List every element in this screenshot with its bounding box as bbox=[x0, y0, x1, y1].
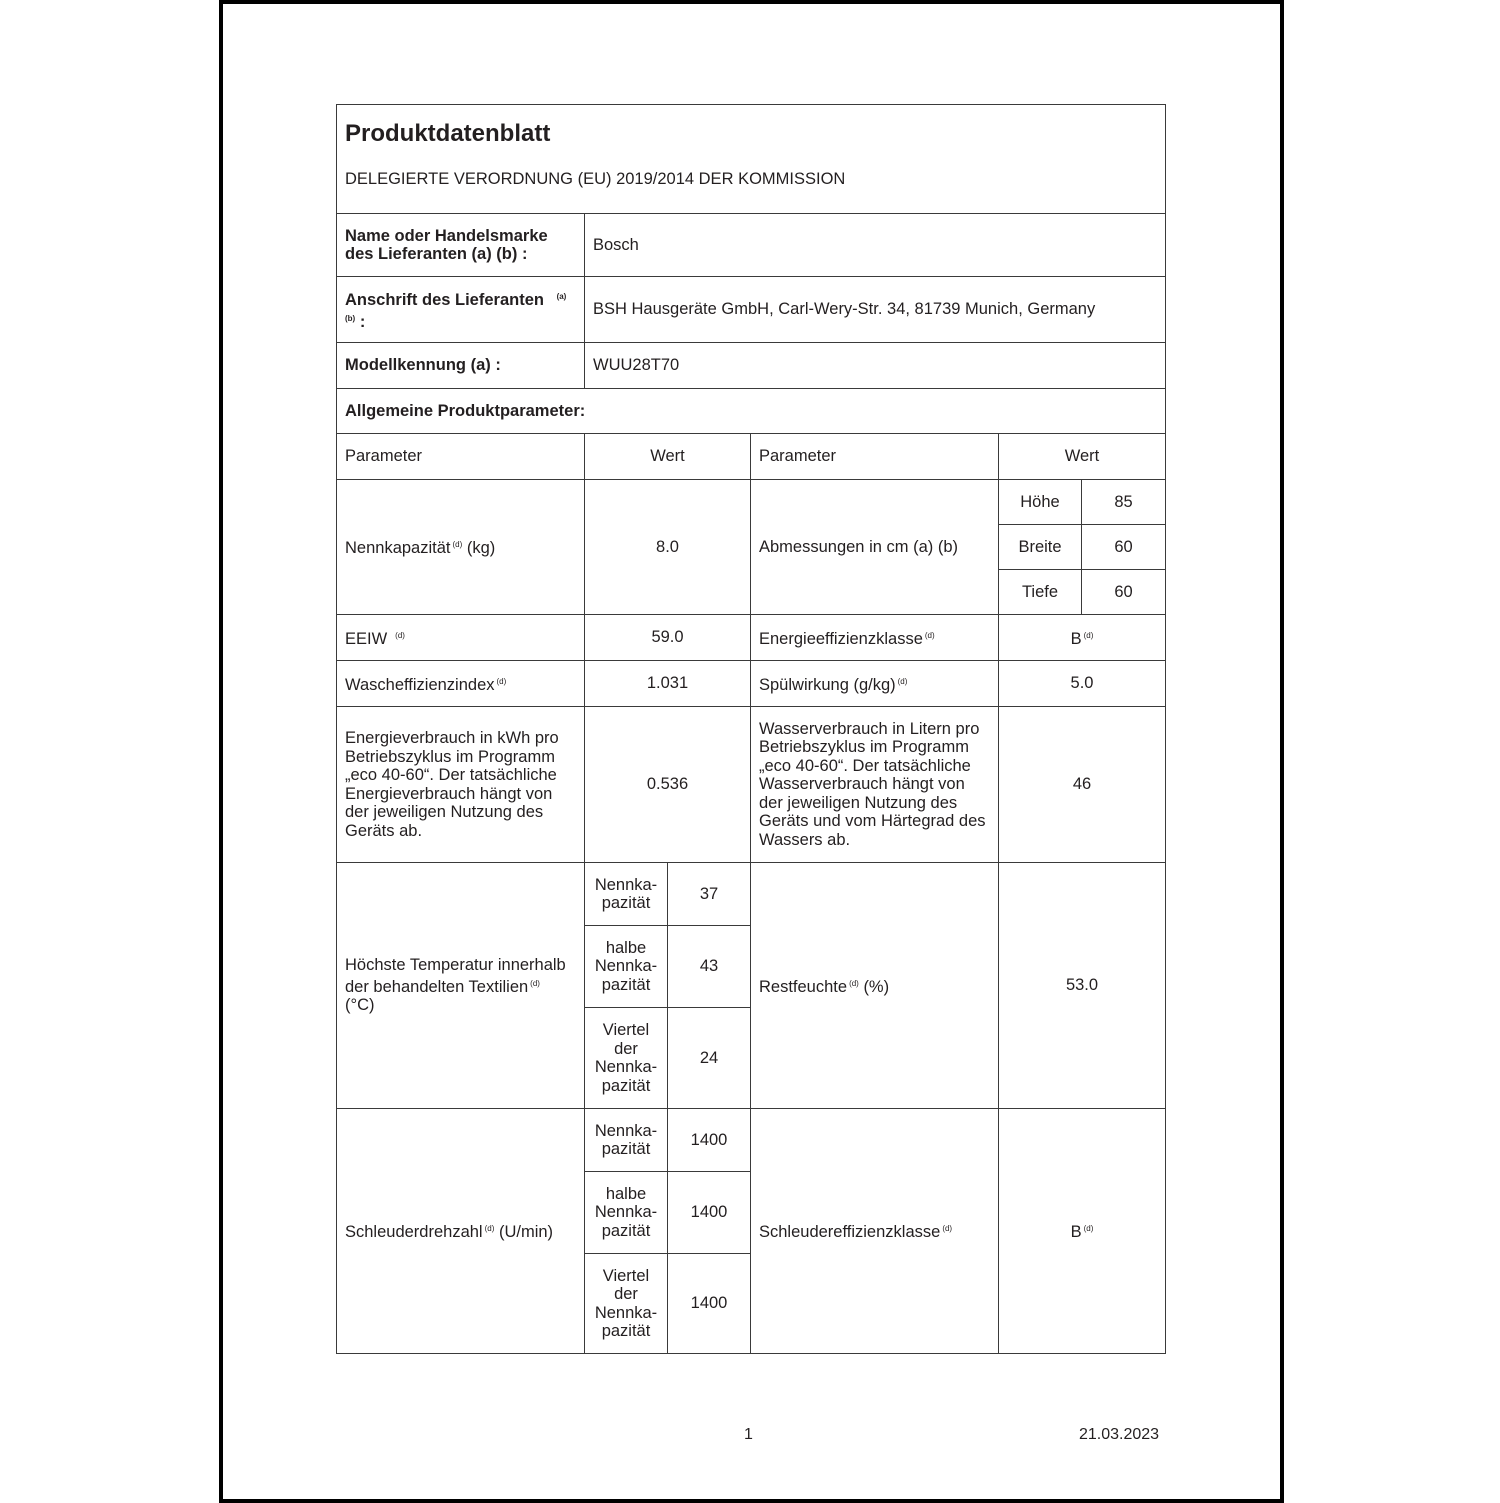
max-temp-label-text: Höchste Temperatur innerhalb der behandelten Textilien bbox=[345, 956, 566, 996]
dimension-width-value: 60 bbox=[1082, 525, 1166, 570]
footnote-d: (d) bbox=[924, 630, 935, 640]
header-parameter-right: Parameter bbox=[751, 434, 999, 480]
spin-class-value-text: B bbox=[1070, 1223, 1082, 1242]
max-temp-full-label: Nennka-pazität bbox=[585, 863, 668, 926]
dimensions-label: Abmessungen in cm (a) (b) bbox=[751, 480, 999, 615]
spin-speed-full-value: 1400 bbox=[668, 1109, 751, 1172]
spin-speed-label-text: Schleuderdrehzahl bbox=[345, 1223, 483, 1242]
footnote-d: (d) bbox=[395, 630, 405, 640]
document-title: Produktdatenblatt bbox=[345, 120, 551, 147]
energy-class-value bbox=[999, 615, 1166, 661]
footnote-d: (d) bbox=[496, 676, 507, 686]
supplier-name-label bbox=[337, 214, 585, 277]
supplier-address-value: BSH Hausgeräte GmbH, Carl-Wery-Str. 34, 81739 Munich, Germany bbox=[585, 277, 1166, 343]
model-label: Modellkennung (a) : bbox=[337, 343, 585, 389]
max-temp-half-value: 43 bbox=[668, 926, 751, 1008]
supplier-name-label-text: Name oder Handelsmarke des Lieferanten (a) (b) : bbox=[345, 226, 548, 263]
residual-moisture-value: 53.0 bbox=[999, 863, 1166, 1109]
header-value-left: Wert bbox=[585, 434, 751, 480]
spin-speed-half-value: 1400 bbox=[668, 1172, 751, 1254]
max-temp-half-label: halbe Nennka-pazität bbox=[585, 926, 668, 1008]
energy-consumption-label: Energieverbrauch in kWh pro Betriebszyklus im Programm „eco 40-60“. Der tatsächliche Energieverbrauch hängt von der jeweiligen Nutzung des Geräts ab. bbox=[337, 707, 585, 863]
wash-index-label-text: Wascheffizienzindex bbox=[345, 675, 495, 694]
eeiw-label-text: EEIW bbox=[345, 629, 388, 648]
document-date: 21.03.2023 bbox=[1079, 1426, 1160, 1443]
rinse-value: 5.0 bbox=[999, 661, 1166, 707]
spin-speed-label bbox=[337, 1109, 585, 1354]
capacity-value: 8.0 bbox=[585, 480, 751, 615]
header-parameter-left: Parameter bbox=[337, 434, 585, 480]
spin-speed-half-label: halbe Nennka-pazität bbox=[585, 1172, 668, 1254]
capacity-label bbox=[337, 480, 585, 615]
max-temp-label bbox=[337, 863, 585, 1109]
capacity-unit: (kg) bbox=[466, 539, 496, 558]
spin-speed-quarter-value: 1400 bbox=[668, 1254, 751, 1354]
dimension-depth-value: 60 bbox=[1082, 570, 1166, 615]
residual-moisture-unit: (%) bbox=[863, 977, 890, 996]
eeiw-value: 59.0 bbox=[585, 615, 751, 661]
energy-class-label-text: Energieeffizienzklasse bbox=[759, 629, 923, 648]
footnote-d: (d) bbox=[1083, 1224, 1094, 1234]
data-sheet-table bbox=[336, 104, 1166, 1354]
max-temp-full-value: 37 bbox=[668, 863, 751, 926]
general-parameters-heading: Allgemeine Produktparameter: bbox=[337, 389, 1166, 434]
header-value-right: Wert bbox=[999, 434, 1166, 480]
supplier-name-value: Bosch bbox=[585, 214, 1166, 277]
footnote-d: (d) bbox=[849, 978, 859, 988]
residual-moisture-label-text: Restfeuchte bbox=[759, 977, 848, 996]
dimension-depth-label: Tiefe bbox=[999, 570, 1082, 615]
footnote-d: (d) bbox=[1083, 630, 1094, 640]
page-number: 1 bbox=[744, 1426, 753, 1443]
document-subtitle: DELEGIERTE VERORDNUNG (EU) 2019/2014 DER KOMMISSION bbox=[345, 170, 846, 188]
supplier-address-colon: : bbox=[359, 312, 366, 331]
supplier-address-label bbox=[337, 277, 585, 343]
spin-class-value bbox=[999, 1109, 1166, 1354]
spin-class-label bbox=[751, 1109, 999, 1354]
dimension-width-label: Breite bbox=[999, 525, 1082, 570]
footnote-b: (b) bbox=[345, 313, 356, 323]
energy-consumption-value: 0.536 bbox=[585, 707, 751, 863]
rinse-label bbox=[751, 661, 999, 707]
footnote-d: (d) bbox=[942, 1224, 953, 1234]
water-consumption-value: 46 bbox=[999, 707, 1166, 863]
energy-class-label bbox=[751, 615, 999, 661]
spin-speed-quarter-label: Viertel der Nennka-pazität bbox=[585, 1254, 668, 1354]
capacity-label-text: Nennkapazität bbox=[345, 539, 451, 558]
model-value: WUU28T70 bbox=[585, 343, 1166, 389]
max-temp-unit: (°C) bbox=[345, 996, 375, 1015]
dimension-height-label: Höhe bbox=[999, 480, 1082, 525]
footnote-d: (d) bbox=[484, 1224, 495, 1234]
wash-index-value: 1.031 bbox=[585, 661, 751, 707]
footnote-a: (a) bbox=[556, 292, 567, 301]
rinse-label-text: Spülwirkung (g/kg) bbox=[759, 675, 896, 694]
spin-speed-unit: (U/min) bbox=[498, 1223, 554, 1242]
wash-index-label bbox=[337, 661, 585, 707]
energy-class-value-text: B bbox=[1070, 629, 1082, 648]
residual-moisture-label bbox=[751, 863, 999, 1109]
product-data-sheet bbox=[336, 104, 1165, 1354]
footnote-d: (d) bbox=[452, 540, 463, 550]
supplier-address-label-text: Anschrift des Lieferanten bbox=[345, 291, 544, 309]
footnote-d: (d) bbox=[897, 676, 908, 686]
footnote-d: (d) bbox=[530, 978, 540, 988]
spin-speed-full-label: Nennka-pazität bbox=[585, 1109, 668, 1172]
eeiw-label bbox=[337, 615, 585, 661]
spin-class-label-text: Schleudereffizienzklasse bbox=[759, 1223, 941, 1242]
dimension-height-value: 85 bbox=[1082, 480, 1166, 525]
water-consumption-label: Wasserverbrauch in Litern pro Betriebszyklus im Programm „eco 40-60“. Der tatsächliche Wasserverbrauch hängt von der jeweiligen Nutzung des Geräts und vom Härtegrad des Wassers ab. bbox=[751, 707, 999, 863]
max-temp-quarter-value: 24 bbox=[668, 1008, 751, 1109]
title-cell bbox=[337, 105, 1166, 214]
max-temp-quarter-label: Viertel der Nennka-pazität bbox=[585, 1008, 668, 1109]
